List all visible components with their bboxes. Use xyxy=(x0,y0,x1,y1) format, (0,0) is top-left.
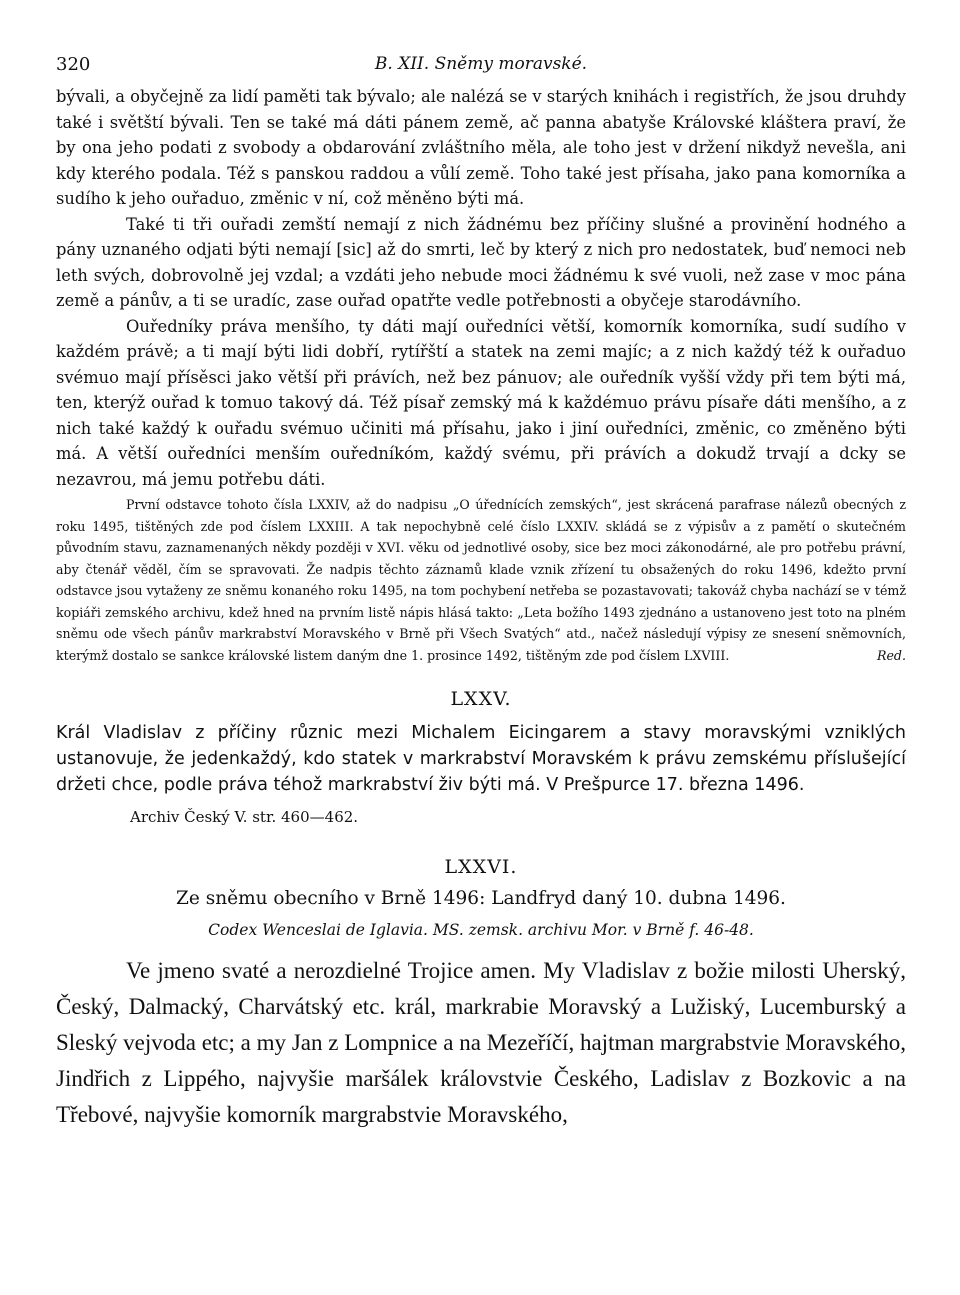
paragraph: Ve jmeno svaté a nerozdielné Trojice amen. My Vladislav z božie milosti Uherský, Český, Dalmacký, Charvátský etc. král, markrabie Moravský a Lužiský, Lucemburský a Sleský vejvoda etc; a my Jan z Lompnice a na Mezeříčí, hajtman margrabstvie Moravského, Jindřich z Lippého, najvyšie maršálek královstvie Českého, Ladislav z Bozkovic a na Třebové, najvyšie komorník margrabstvie Moravského, xyxy=(56,958,906,1127)
section-title: Ze sněmu obecního v Brně 1496: Landfryd daný 10. dubna 1496. xyxy=(176,888,786,909)
running-title: B. XII. Sněmy moravské. xyxy=(374,54,588,74)
section-abstract: Král Vladislav z příčiny různic mezi Michalem Eicingarem a stavy moravskými vzniklých ustanovuje, že jedenkaždý, kdo statek v markrabství Moravském k právu zemskému příslušející držeti chce, podle práva téhož markrabství živ býti má. V Prešpurce 17. března 1496. xyxy=(56,723,906,795)
editorial-note xyxy=(56,494,906,666)
paragraph: bývali, a obyčejně za lidí paměti tak bývalo; ale nalézá se v starých knihách i registřích, že jsou druhdy také i světští bývali. Ten se také má dáti pánem země, ač panna abatyše Královské kláštera praví, že by ona jeho podati z svobody a obdarování zvláštního měla, ale toho jest v držení nikdyž nevešla, ani kdy kterého podala. Též s panskou raddou a vůlí země. Toho také jest přísaha, jako pana komorníka a sudího k jeho ouřaduo, změnic v ní, což měněno býti má. xyxy=(56,87,906,208)
note-text: První odstavce tohoto čísla LXXIV, až do nadpisu „O úřednících zemských“, jest skrácená parafrase nálezů obecných z roku 1495, tištěných zde pod číslem LXXIII. A tak nepochybně celé číslo LXXIV. skládá se z výpisův a z pamětí o skutečném původním stavu, zaznamenaných někdy později v XVI. věku od jednotlivé osoby, sice bez moci zákonodárné, ale pro potřebu právní, aby čtenář věděl, čím se spravovati. Že nadpis těchto záznamů klade vznik zřízení tu obsažených do roku 1496, kdežto první odstavce jsou vytaženy ze sněmu konaného roku 1495, na tom pochybení netřeba se pozastavovati; takováž chyba nachází se v témž kopiáři zemského archivu, kdež hned na prvním listě nápis hlásá takto: „Leta božího 1493 zjednáno a ustanoveno jest toto na plném sněmu ode všech pánův markrabství Moravského v Brně při Všech Svatých“ atd., načež následují výpisy ze snesení sněmovních, kterýmž dostalo se sankce královské listem daným dne 1. prosince 1492, tištěným zde pod číslem LXVIII. xyxy=(56,497,906,663)
page-number: 320 xyxy=(56,54,91,75)
charter-text xyxy=(56,953,906,1133)
note-signature: Red. xyxy=(876,647,906,663)
section-source: Archiv Český V. str. 460—462. xyxy=(130,808,359,826)
section-number: LXXVI. xyxy=(444,856,518,878)
section-number: LXXV. xyxy=(450,688,512,710)
page xyxy=(56,50,906,1133)
page-header xyxy=(56,50,906,84)
section-source: Codex Wenceslai de Iglavia. MS. zemsk. archivu Mor. v Brně f. 46-48. xyxy=(208,921,754,939)
main-text xyxy=(56,84,906,492)
paragraph: Ouředníky práva menšího, ty dáti mají ouředníci větší, komorník komorníka, sudí sudího v každém právě; a ti mají býti lidi dobří, rytířští a statek na zemi majíc; a z nich každý též k ouřaduo svémuo mají přísěsci jako větší při právích, než bez pánuov; ale ouředník vyšší vždy při tem býti má, ten, kterýž ouřad k tomuo takový dá. Též písař zemský má k každémuo právu písaře dáti menšího, a z nich také každý k ouřadu svémuo učiniti má přísahu, jako i jiní ouředníci, změnic, co změněno býti má. A větší ouředníci menším ouředníkóm, každý svému, při právích a dokudž trvají a dcky se nezavrou, má jemu potřebu dáti. xyxy=(56,316,906,489)
paragraph: Také ti tři ouřadi zemští nemají z nich žádnému bez příčiny slušné a provinění hodného a pány uznaného odjati býti nemají [sic] až do smrti, leč by který z nich pro nedostatek, buď nemoci neb leth svých, dobrovolně jej vzdal; a vzdáti jeho nebude moci žádnému k své vuoli, než zase v moc pána země a pánův, a ti se uradíc, zase ouřad opatřte vedle potřebnosti a obyčeje starodávního. xyxy=(56,214,906,310)
